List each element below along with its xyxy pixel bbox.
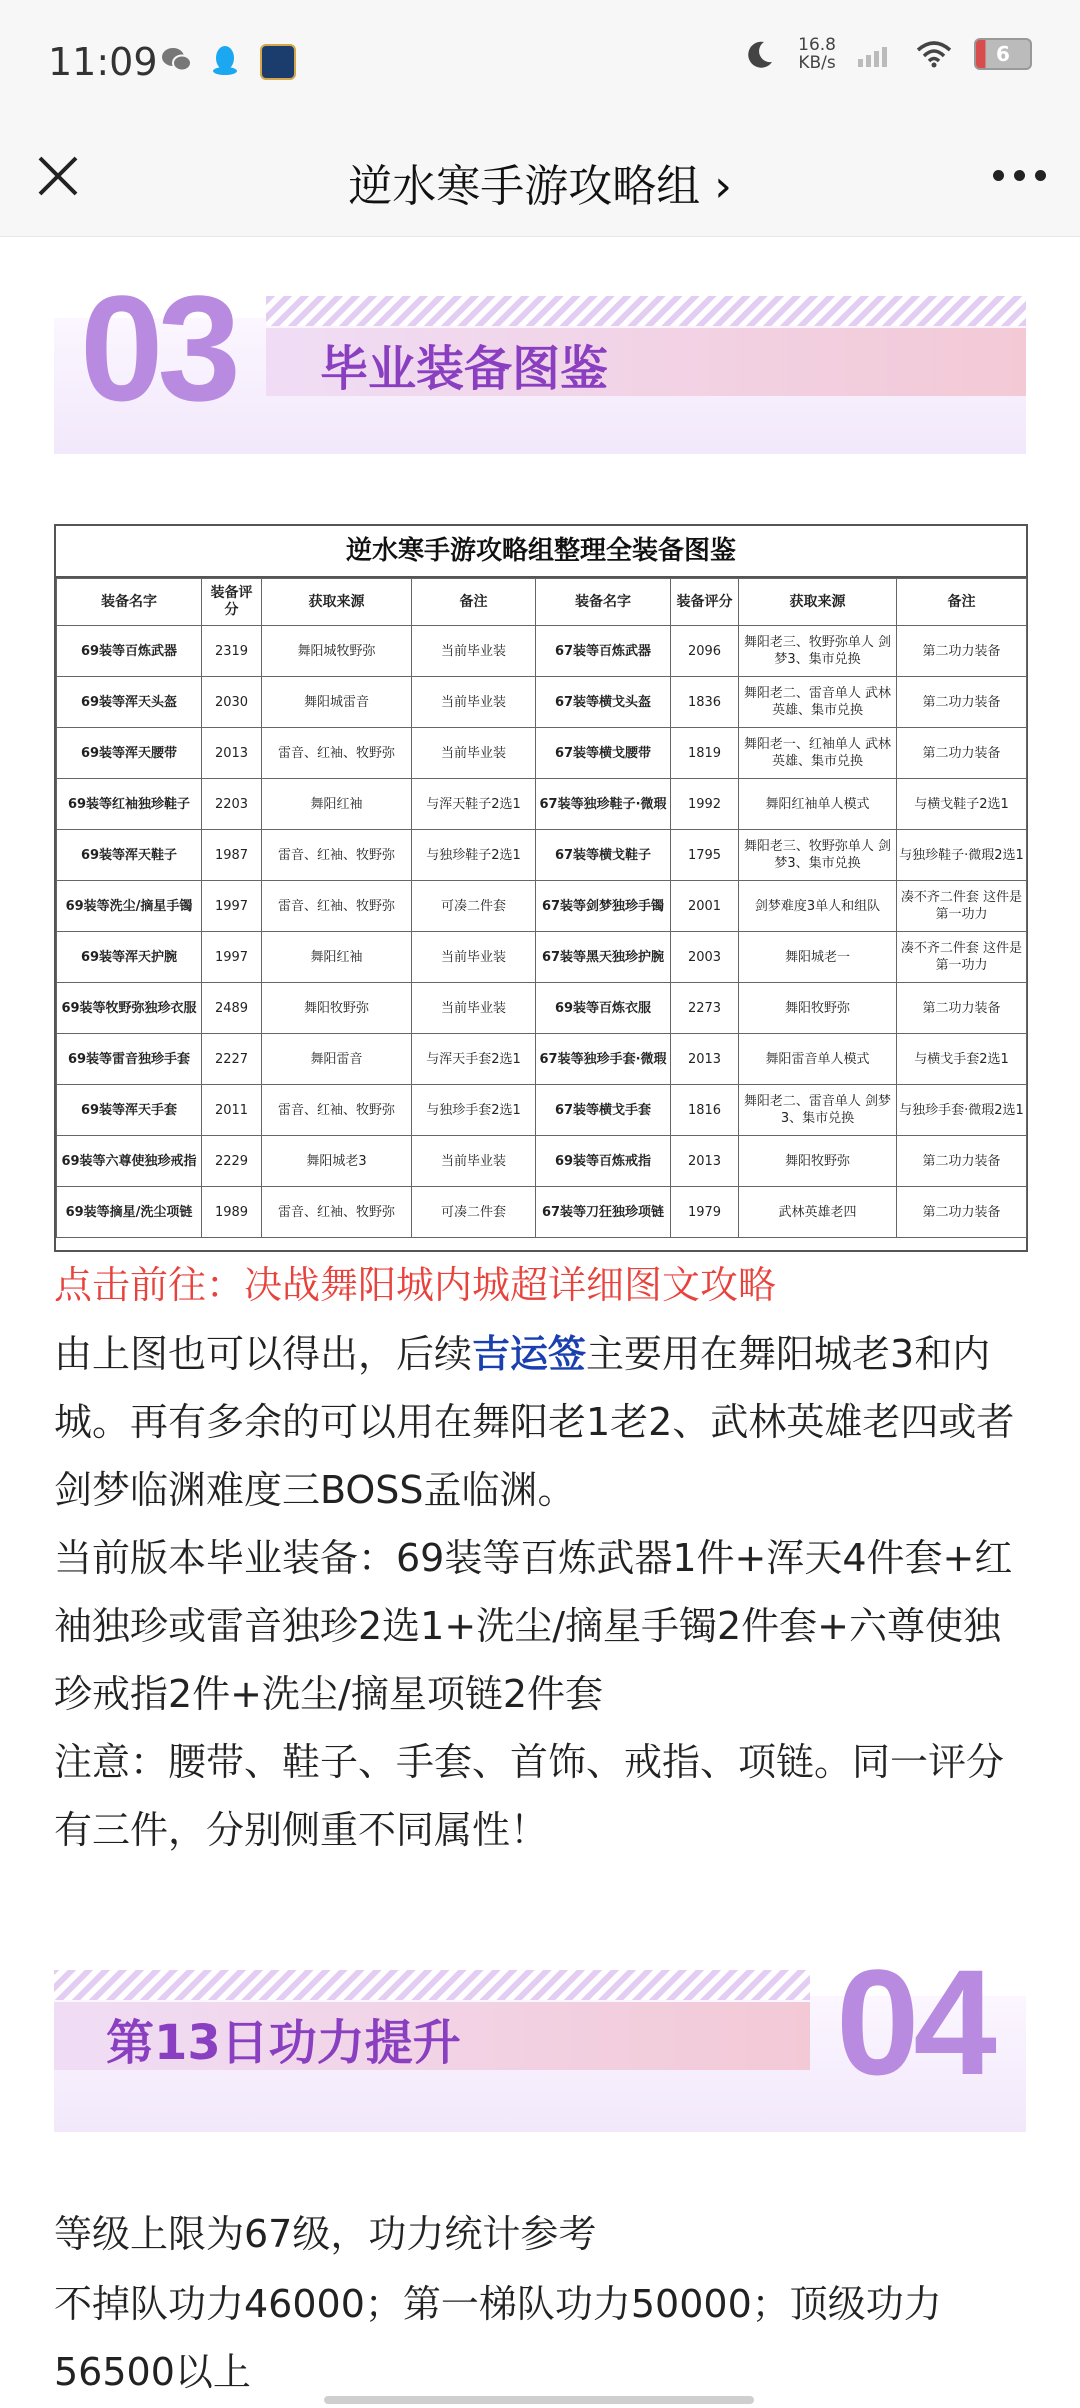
- table-cell: 69装等浑天鞋子: [57, 830, 202, 881]
- paragraph-level-cap: 等级上限为67级，功力统计参考: [54, 2212, 597, 2256]
- table-row: [57, 1187, 1027, 1238]
- table-cell: 67装等黑天独珍护腕: [536, 932, 671, 983]
- table-cell: 当前毕业装: [412, 677, 536, 728]
- table-cell: 1816: [671, 1085, 739, 1136]
- table-cell: 67装等横戈头盔: [536, 677, 671, 728]
- table-header-cell: 装备名字: [536, 579, 671, 626]
- table-cell: 舞阳老三、牧野弥单人 剑梦3、集市兑换: [739, 830, 897, 881]
- table-cell: 2227: [202, 1034, 262, 1085]
- network-speed: 16.8 KB/s: [798, 35, 836, 73]
- article-link[interactable]: 点击前往：决战舞阳城内城超详细图文攻略: [54, 1263, 777, 1307]
- table-header-cell: 装备评分: [202, 579, 262, 626]
- table-cell: 剑梦难度3单人和组队: [739, 881, 897, 932]
- table-cell: 1989: [202, 1187, 262, 1238]
- table-cell: 凑不齐二件套 这件是第一功力: [897, 881, 1027, 932]
- table-header-cell: 获取来源: [739, 579, 897, 626]
- table-cell: 舞阳老三、牧野弥单人 剑梦3、集市兑换: [739, 626, 897, 677]
- table-cell: 2203: [202, 779, 262, 830]
- table-cell: 与独珍鞋子2选1: [412, 830, 536, 881]
- wechat-icon: [160, 44, 192, 76]
- table-cell: 舞阳牧野弥: [739, 983, 897, 1034]
- table-cell: 可凑二件套: [412, 881, 536, 932]
- table-cell: 1992: [671, 779, 739, 830]
- table-cell: 69装等百炼戒指: [536, 1136, 671, 1187]
- section-title: 第13日功力提升: [106, 2015, 461, 2071]
- equipment-table: [56, 578, 1027, 1238]
- table-cell: 舞阳红袖: [262, 932, 412, 983]
- table-cell: 与独珍鞋子·微瑕2选1: [897, 830, 1027, 881]
- table-cell: 67装等横戈鞋子: [536, 830, 671, 881]
- table-cell: 1979: [671, 1187, 739, 1238]
- table-cell: 舞阳城老3: [262, 1136, 412, 1187]
- table-cell: 舞阳城牧野弥: [262, 626, 412, 677]
- table-cell: 69装等百炼武器: [57, 626, 202, 677]
- battery-indicator: 6: [974, 38, 1032, 70]
- table-row: [57, 881, 1027, 932]
- table-cell: 舞阳老二、雷音单人 武林英雄、集市兑换: [739, 677, 897, 728]
- table-cell: 舞阳老一、红袖单人 武林英雄、集市兑换: [739, 728, 897, 779]
- table-cell: 凑不齐二件套 这件是第一功力: [897, 932, 1027, 983]
- table-header-cell: 备注: [412, 579, 536, 626]
- table-cell: 2273: [671, 983, 739, 1034]
- table-row: [57, 1034, 1027, 1085]
- table-cell: 2489: [202, 983, 262, 1034]
- table-cell: 与横戈手套2选1: [897, 1034, 1027, 1085]
- paragraph-note: 注意：腰带、鞋子、手套、首饰、戒指、项链。同一评分有三件，分别侧重不同属性！: [54, 1740, 1005, 1852]
- table-cell: 雷音、红袖、牧野弥: [262, 1085, 412, 1136]
- table-cell: 69装等红袖独珍鞋子: [57, 779, 202, 830]
- table-cell: 69装等浑天腰带: [57, 728, 202, 779]
- table-cell: 1836: [671, 677, 739, 728]
- table-cell: 当前毕业装: [412, 728, 536, 779]
- paragraph-power-targets: 不掉队功力46000；第一梯队功力50000；顶级功力56500以上: [54, 2282, 942, 2394]
- table-cell: 舞阳城雷音: [262, 677, 412, 728]
- table-cell: 与横戈鞋子2选1: [897, 779, 1027, 830]
- table-cell: 当前毕业装: [412, 932, 536, 983]
- table-cell: 2030: [202, 677, 262, 728]
- table-cell: 69装等浑天头盔: [57, 677, 202, 728]
- table-row: [57, 728, 1027, 779]
- table-cell: 2013: [671, 1136, 739, 1187]
- table-row: [57, 779, 1027, 830]
- table-cell: 67装等横戈手套: [536, 1085, 671, 1136]
- table-cell: 第二功力装备: [897, 983, 1027, 1034]
- section-title: 毕业装备图鉴: [320, 341, 609, 397]
- table-cell: 雷音、红袖、牧野弥: [262, 728, 412, 779]
- table-cell: 武林英雄老四: [739, 1187, 897, 1238]
- table-header-cell: 装备名字: [57, 579, 202, 626]
- table-row: [57, 1136, 1027, 1187]
- table-cell: 69装等浑天护腕: [57, 932, 202, 983]
- table-cell: 2013: [202, 728, 262, 779]
- table-cell: 第二功力装备: [897, 626, 1027, 677]
- table-cell: 舞阳牧野弥: [262, 983, 412, 1034]
- table-cell: 第二功力装备: [897, 1187, 1027, 1238]
- top-nav: [0, 120, 1080, 237]
- table-cell: 舞阳红袖: [262, 779, 412, 830]
- table-row: [57, 830, 1027, 881]
- table-header-cell: 获取来源: [262, 579, 412, 626]
- table-cell: 2013: [671, 1034, 739, 1085]
- status-time: 11:09: [48, 40, 158, 84]
- table-cell: 第二功力装备: [897, 1136, 1027, 1187]
- table-cell: 2229: [202, 1136, 262, 1187]
- table-cell: 1795: [671, 830, 739, 881]
- table-cell: 1997: [202, 881, 262, 932]
- status-bar: [0, 0, 1080, 120]
- banner-stripe: [266, 296, 1026, 326]
- table-cell: 2096: [671, 626, 739, 677]
- table-cell: 69装等牧野弥独珍衣服: [57, 983, 202, 1034]
- table-cell: 雷音、红袖、牧野弥: [262, 1187, 412, 1238]
- table-cell: 舞阳牧野弥: [739, 1136, 897, 1187]
- table-cell: 2011: [202, 1085, 262, 1136]
- table-cell: 舞阳老二、雷音单人 剑梦3、集市兑换: [739, 1085, 897, 1136]
- section-number: 04: [836, 1938, 991, 2106]
- table-cell: 69装等六尊使独珍戒指: [57, 1136, 202, 1187]
- table-cell: 雷音、红袖、牧野弥: [262, 830, 412, 881]
- account-title-link[interactable]: 逆水寒手游攻略组 ›: [348, 161, 732, 212]
- paragraph-gear-set: 当前版本毕业装备：69装等百炼武器1件+浑天4件套+红袖独珍或雷音独珍2选1+洗尘/摘星手镯2件套+六尊使独珍戒指2件+洗尘/摘星项链2件套: [54, 1536, 1013, 1716]
- table-cell: 舞阳雷音: [262, 1034, 412, 1085]
- table-cell: 69装等摘星/洗尘项链: [57, 1187, 202, 1238]
- table-cell: 1987: [202, 830, 262, 881]
- table-cell: 67装等独珍鞋子·微瑕: [536, 779, 671, 830]
- table-cell: 67装等刀狂独珍项链: [536, 1187, 671, 1238]
- table-cell: 雷音、红袖、牧野弥: [262, 881, 412, 932]
- table-cell: 2001: [671, 881, 739, 932]
- table-cell: 1997: [202, 932, 262, 983]
- table-cell: 第二功力装备: [897, 677, 1027, 728]
- equipment-table-image: [54, 524, 1028, 1252]
- table-cell: 69装等洗尘/摘星手镯: [57, 881, 202, 932]
- table-cell: 2003: [671, 932, 739, 983]
- table-header-cell: 装备评分: [671, 579, 739, 626]
- table-cell: 当前毕业装: [412, 1136, 536, 1187]
- moon-icon: [744, 38, 776, 70]
- table-cell: 与独珍手套·微瑕2选1: [897, 1085, 1027, 1136]
- table-cell: 可凑二件套: [412, 1187, 536, 1238]
- section-number: 03: [80, 264, 235, 432]
- table-cell: 67装等独珍手套·微瑕: [536, 1034, 671, 1085]
- table-cell: 舞阳城老一: [739, 932, 897, 983]
- more-menu-button[interactable]: [993, 170, 1046, 181]
- table-row: [57, 932, 1027, 983]
- highlight-luck-tag: 吉运签: [472, 1332, 587, 1376]
- table-cell: 与浑天鞋子2选1: [412, 779, 536, 830]
- table-cell: 与浑天手套2选1: [412, 1034, 536, 1085]
- table-cell: 67装等剑梦独珍手镯: [536, 881, 671, 932]
- table-cell: 与独珍手套2选1: [412, 1085, 536, 1136]
- game-app-icon: [260, 44, 296, 80]
- qq-icon: [210, 44, 242, 76]
- wifi-icon: [916, 40, 952, 68]
- table-cell: 2319: [202, 626, 262, 677]
- table-row: [57, 677, 1027, 728]
- table-header-cell: 备注: [897, 579, 1027, 626]
- table-cell: 当前毕业装: [412, 983, 536, 1034]
- table-cell: 当前毕业装: [412, 626, 536, 677]
- table-cell: 舞阳红袖单人模式: [739, 779, 897, 830]
- table-cell: 67装等百炼武器: [536, 626, 671, 677]
- table-cell: 舞阳雷音单人模式: [739, 1034, 897, 1085]
- scroll-indicator[interactable]: [324, 2396, 754, 2404]
- table-title: 逆水寒手游攻略组整理全装备图鉴: [56, 526, 1026, 578]
- table-cell: 69装等百炼衣服: [536, 983, 671, 1034]
- signal-icon: [858, 41, 894, 67]
- table-cell: 69装等雷音独珍手套: [57, 1034, 202, 1085]
- table-row: [57, 983, 1027, 1034]
- banner-stripe: [54, 1970, 810, 2000]
- table-cell: 第二功力装备: [897, 728, 1027, 779]
- table-cell: 1819: [671, 728, 739, 779]
- table-cell: 69装等浑天手套: [57, 1085, 202, 1136]
- table-cell: 67装等横戈腰带: [536, 728, 671, 779]
- table-row: [57, 1085, 1027, 1136]
- paragraph-luck-tag: 由上图也可以得出，后续吉运签主要用在舞阳城老3和内城。再有多余的可以用在舞阳老1老2、武林英雄老四或者剑梦临渊难度三BOSS孟临渊。: [54, 1332, 1015, 1512]
- table-row: [57, 626, 1027, 677]
